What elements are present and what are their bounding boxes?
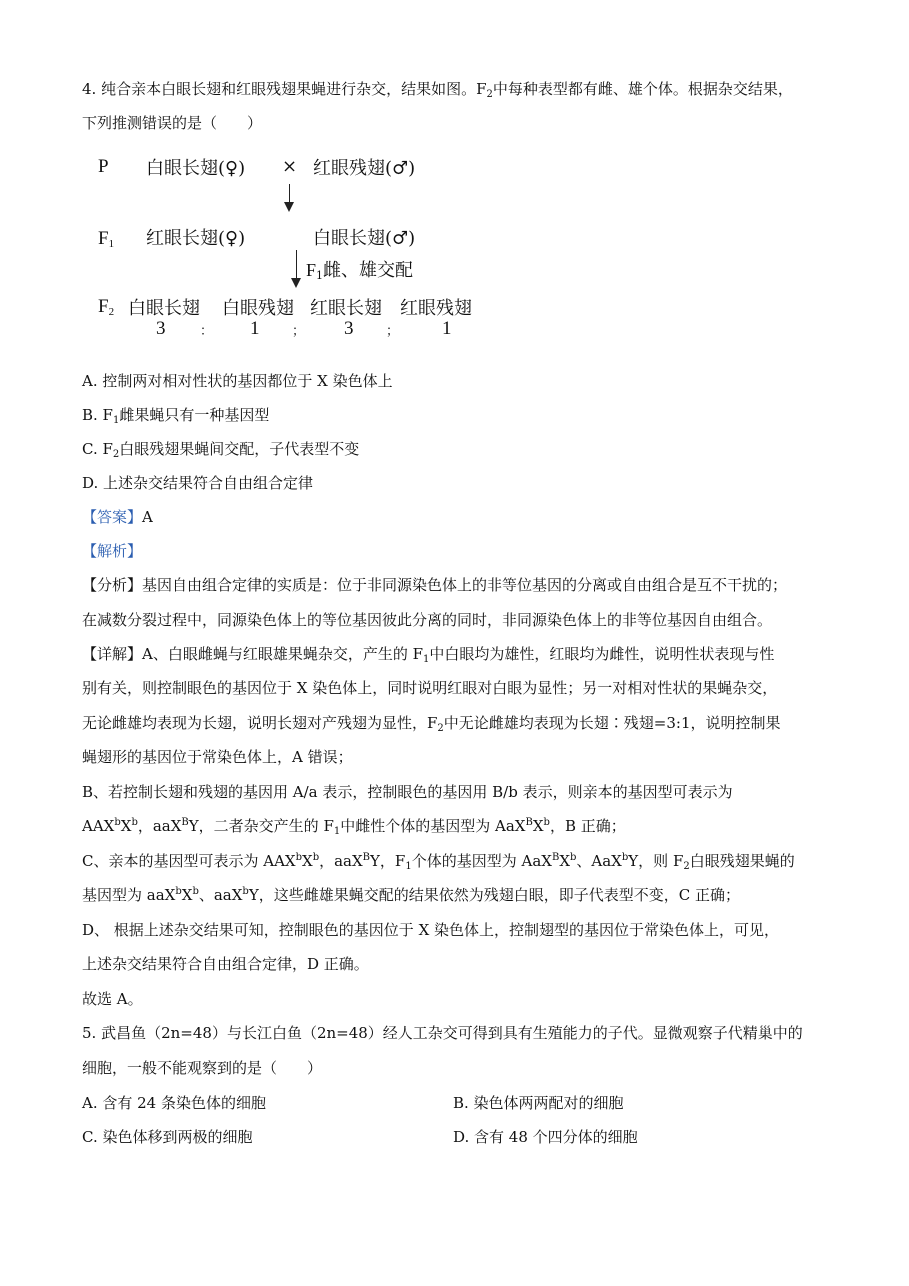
detail-line1: [82, 643, 774, 664]
detail-line7: [82, 850, 795, 871]
fenxi-text: 基因自由组合定律的实质是：位于非同源染色体上的非等位基因的分离或自由组合是互不干扰的；: [142, 576, 788, 594]
genotype-text: X: [532, 817, 544, 835]
f2-subscript: 2: [108, 306, 115, 318]
genotype-text: 中雌性个体的基因型为 AaX: [340, 817, 526, 835]
f2-label: [98, 296, 114, 318]
superscript: B: [362, 852, 371, 863]
genotype-text: 基因型为 aaX: [82, 886, 176, 904]
f1-male: 白眼长翅(♂): [313, 228, 416, 249]
q5-option-d[interactable]: D. 含有 48 个四分体的细胞: [453, 1128, 638, 1146]
superscript: b: [570, 852, 577, 863]
arrow-p-to-f1: [289, 184, 290, 210]
q4-option-d[interactable]: D. 上述杂交结果符合自由组合定律: [82, 474, 314, 492]
genotype-text: 个体的基因型为 AaX: [411, 852, 552, 870]
genotype-text: Y，则 F: [628, 852, 684, 870]
detail-text: 中无论雌雄均表现为长翅∶残翅=3:1，说明控制果: [443, 714, 781, 732]
detail-line3: [82, 712, 781, 733]
detail-line4: 蝇翅形的基因位于常染色体上，A 错误；: [82, 748, 353, 766]
p-label: P: [98, 156, 109, 177]
superscript: B: [181, 817, 189, 828]
superscript: b: [192, 886, 199, 897]
subscript: 2: [486, 89, 493, 100]
f2-type: 红眼长翅: [310, 298, 382, 319]
option-c-prefix: C. F: [82, 440, 113, 458]
q5-stem-line1: 5. 武昌鱼（2n=48）与长江白鱼（2n=48）经人工杂交可得到具有生殖能力的子代。显微观察子代精巢中的: [82, 1024, 803, 1042]
f-subscript: 1: [316, 269, 324, 282]
option-b-prefix: B. F: [82, 406, 113, 424]
detail-text: 中白眼均为雄性，红眼均为雌性，说明性状表现与性: [429, 645, 775, 663]
detail-line9: D、 根据上述杂交结果可知，控制眼色的基因位于 X 染色体上，控制翅型的基因位于常染色体上，可见，: [82, 921, 780, 939]
detail-line2: 别有关，则控制眼色的基因位于 X 染色体上，同时说明红眼对白眼为显性；另一对相对性状的果蝇杂交，: [82, 679, 778, 697]
genotype-text: X: [181, 886, 193, 904]
f2-ratio-sep: ；: [386, 323, 400, 338]
superscript: b: [543, 817, 550, 828]
genotype-text: ，B 正确；: [549, 817, 626, 835]
f2-letter: F: [98, 296, 109, 317]
detail-line8: [82, 884, 740, 905]
q4-stem-text-a: 4. 纯合亲本白眼长翅和红眼残翅果蝇进行杂交，结果如图。F: [82, 80, 487, 98]
genotype-text: X: [302, 852, 313, 870]
f1-female: 红眼长翅(♀): [146, 228, 246, 249]
subscript: 2: [683, 861, 690, 872]
genotype-text: ，aaX: [319, 852, 363, 870]
fenxi-line1: [82, 574, 787, 595]
arrow-f1-to-f2: [296, 250, 297, 286]
analysis-tag: 【解析】: [82, 542, 143, 560]
detail-text: 无论雌雄均表现为长翅，说明长翅对产残翅为显性，F: [82, 714, 438, 732]
subscript: 1: [423, 654, 430, 665]
option-c-text: 白眼残翅果蝇间交配，子代表型不变: [119, 440, 360, 458]
answer-tag: 【答案】: [82, 508, 143, 526]
genotype-text: Y，这些雌雄果蝇交配的结果依然为残翅白眼，即子代表型不变，C 正确；: [248, 886, 740, 904]
q4-option-b[interactable]: [82, 404, 269, 425]
q5-option-c[interactable]: C. 染色体移到两极的细胞: [82, 1128, 253, 1146]
subscript: 2: [437, 723, 444, 734]
superscript: b: [175, 886, 182, 897]
subscript: 1: [405, 861, 412, 872]
genotype-text: 、AaX: [576, 852, 622, 870]
f2-ratio: 3: [344, 318, 354, 339]
detail-line10: 上述杂交结果符合自由组合定律，D 正确。: [82, 955, 369, 973]
f2-ratio-sep: ；: [292, 323, 306, 338]
q4-stem-text-b: 中每种表型都有雌、雄个体。根据杂交结果，: [492, 80, 793, 98]
superscript: b: [621, 852, 629, 863]
q4-option-a[interactable]: A. 控制两对相对性状的基因都位于 X 染色体上: [82, 372, 393, 390]
fenxi-tag: 【分析】: [82, 576, 143, 594]
genotype-text: Y，F: [370, 852, 406, 870]
f2-ratio: 3: [156, 318, 166, 339]
f2-ratio: 1: [250, 318, 260, 339]
superscript: b: [242, 886, 249, 897]
f2-ratio: 1: [442, 318, 452, 339]
f2-ratio-sep: ：: [200, 323, 214, 338]
f1-label: [98, 228, 114, 250]
q5-stem-line2: 细胞，一般不能观察到的是（ ）: [82, 1059, 323, 1077]
f1-intercross-label: [306, 256, 413, 282]
detail-line6: [82, 815, 626, 836]
genotype-text: C、亲本的基因型可表示为 AAX: [82, 852, 296, 870]
p-female: 白眼长翅(♀): [146, 158, 246, 179]
subscript: 1: [333, 826, 341, 837]
detail-text: A、白眼雌蝇与红眼雄果蝇杂交，产生的 F: [142, 645, 424, 663]
superscript: b: [114, 817, 121, 828]
answer-value: A: [142, 508, 153, 526]
cross-symbol: ×: [282, 156, 298, 177]
answer-line: [82, 506, 153, 527]
q5-option-a[interactable]: A. 含有 24 条染色体的细胞: [82, 1094, 266, 1112]
f1-subscript: 1: [108, 238, 115, 250]
genotype-text: AAX: [82, 817, 115, 835]
f2-type: 白眼长翅: [128, 298, 200, 319]
f-letter: F: [306, 260, 317, 280]
genotype-text: X: [559, 852, 570, 870]
subscript: 1: [112, 415, 120, 426]
q4-stem-line1: [82, 78, 793, 99]
superscript: B: [525, 817, 533, 828]
q4-option-c[interactable]: [82, 438, 359, 459]
genotype-text: 白眼残翅果蝇的: [689, 852, 795, 870]
option-b-text: 雌果蝇只有一种基因型: [119, 406, 270, 424]
q5-option-b[interactable]: B. 染色体两两配对的细胞: [453, 1094, 624, 1112]
superscript: b: [131, 817, 138, 828]
genotype-text: Y，二者杂交产生的 F: [188, 817, 334, 835]
superscript: B: [551, 852, 560, 863]
p-male: 红眼残翅(♂): [313, 158, 416, 179]
genotype-text: ，aaX: [137, 817, 182, 835]
fenxi-line2: 在减数分裂过程中，同源染色体上的等位基因彼此分离的同时，非同源染色体上的非等位基因自由组合。: [82, 611, 773, 629]
subscript: 2: [112, 449, 120, 460]
q4-stem-line2: 下列推测错误的是（ ）: [82, 114, 263, 132]
superscript: b: [312, 852, 320, 863]
conclusion: 故选 A。: [82, 990, 143, 1008]
genotype-text: X: [120, 817, 132, 835]
f2-type: 白眼残翅: [222, 298, 294, 319]
f2-type: 红眼残翅: [400, 298, 472, 319]
genotype-text: 、aaX: [198, 886, 243, 904]
f1-letter: F: [98, 228, 109, 249]
intercross-text: 雌、雄交配: [323, 260, 414, 281]
detail-line5: B、若控制长翅和残翅的基因用 A/a 表示，控制眼色的基因用 B/b 表示，则亲本的基因型可表示为: [82, 783, 733, 801]
detail-tag: 【详解】: [82, 645, 143, 663]
superscript: b: [295, 852, 302, 863]
